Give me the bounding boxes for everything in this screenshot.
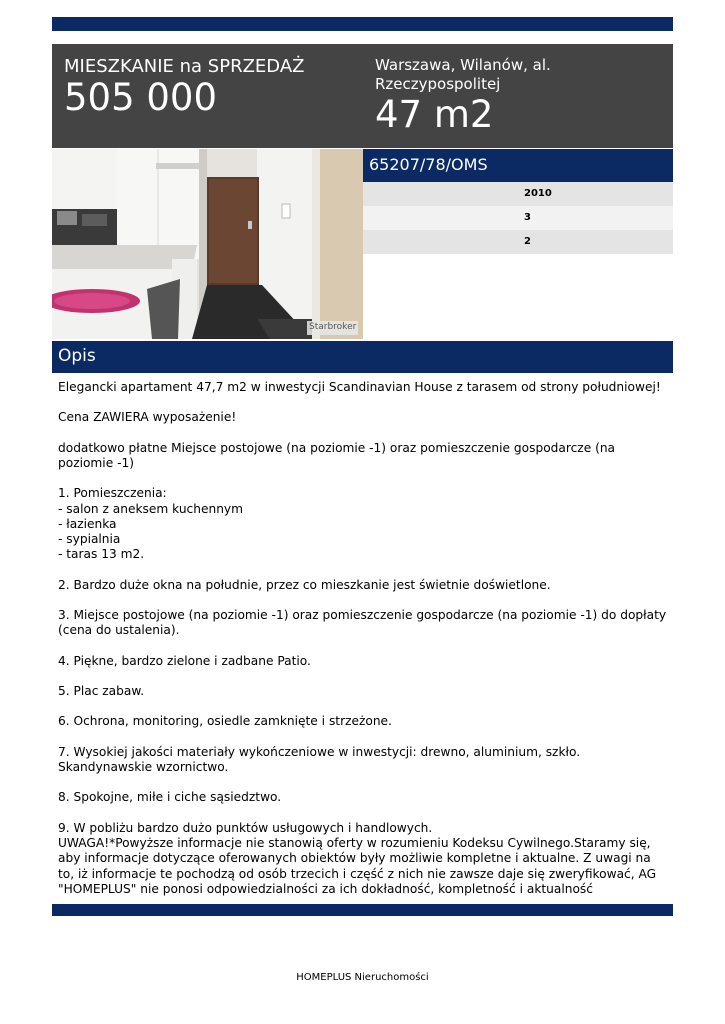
param-row xyxy=(363,230,673,254)
offer-type: MIESZKANIE na SPRZEDAŻ xyxy=(64,56,305,77)
param-value: 2 xyxy=(524,236,531,247)
top-accent-bar xyxy=(52,17,673,31)
reference-number: 65207/78/OMS xyxy=(369,155,488,174)
section-title: Opis xyxy=(58,346,96,366)
header-left xyxy=(64,56,364,118)
property-photo xyxy=(52,149,363,339)
param-row xyxy=(363,182,673,206)
section-title-bar xyxy=(52,341,673,373)
param-row xyxy=(363,206,673,230)
description-text: Elegancki apartament 47,7 m2 w inwestycji Scandinavian House z tarasem od strony południowej! Cena ZAWIERA wyposażenie! dodatkowo płatne Miejsce postojowe (na poziomie -1) oraz pomieszczenie gospodarcze (na poziomie -1) 1. Pomieszczenia: - salon z aneksem kuchennym - łazienka - sypialnia - taras 13 m2. 2. Bardzo duże okna na południe, przez co mieszkanie jest świetnie doświetlone. 3. Miejsce postojowe (na poziomie -1) oraz pomieszczenie gospodarcze (na poziomie -1) do dopłaty (cena do ustalenia). 4. Piękne, bardzo zielone i zadbane Patio. 5. Plac zabaw. 6. Ochrona, monitoring, osiedle zamknięte i strzeżone. 7. Wysokiej jakości materiały wykończeniowe w inwestycji: drewno, aluminium, szkło. Skandynawskie wzornictwo. 8. Spokojne, miłe i ciche sąsiedztwo. 9. W pobliżu bardzo dużo punktów usługowych i handlowych. UWAGA!*Powyższe informacje nie stanowią oferty w rozumieniu Kodeksu Cywilnego.Staramy się, aby informacje dotyczące oferowanych obiektów były możliwie kompletne i aktualne. Z uwagi na to, iż informacje te pochodzą od osób trzecich i część z nich nie zawsze daje się zweryfikować, AG "HOMEPLUS" nie ponosi odpowiedzialności za ich dokładność, kompletność i aktualność xyxy=(58,380,667,896)
area: 47 m2 xyxy=(375,93,494,136)
reference-bar xyxy=(363,149,673,182)
header-right xyxy=(375,56,665,135)
photo-watermark: Starbroker xyxy=(309,322,357,332)
location: Warszawa, Wilanów, al. Rzeczypospolitej xyxy=(375,56,551,93)
footer-text: HOMEPLUS Nieruchomości xyxy=(296,972,429,983)
listing-header xyxy=(52,44,673,148)
bottom-accent-bar xyxy=(52,904,673,916)
param-value: 3 xyxy=(524,212,531,223)
price: 505 000 xyxy=(64,76,218,119)
param-value: 2010 xyxy=(524,188,552,199)
